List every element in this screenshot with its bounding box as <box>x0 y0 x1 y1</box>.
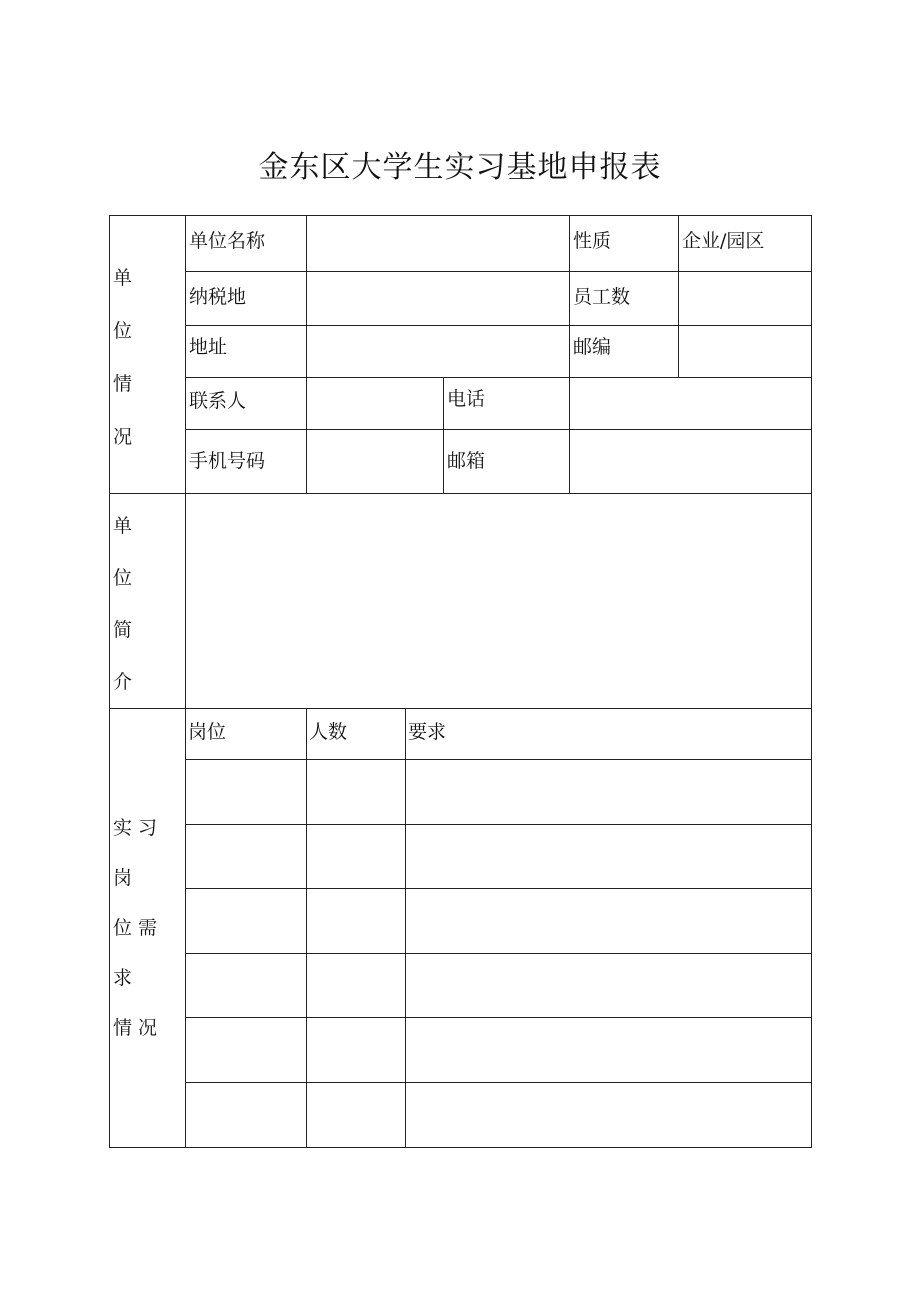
employees-label: 员工数 <box>570 272 679 326</box>
postcode-field[interactable] <box>679 326 812 378</box>
position-cell[interactable] <box>186 954 307 1018</box>
position-cell[interactable] <box>186 760 307 825</box>
position-row <box>110 825 812 889</box>
unit-intro-char-4: 介 <box>113 671 133 693</box>
position-row <box>110 954 812 1018</box>
unit-intro-field[interactable] <box>186 494 812 709</box>
contact-field[interactable] <box>307 378 444 430</box>
requirements-cell[interactable] <box>406 1018 812 1083</box>
headcount-cell[interactable] <box>307 760 406 825</box>
unit-name-field[interactable] <box>307 216 570 272</box>
requirements-cell[interactable] <box>406 825 812 889</box>
mobile-label: 手机号码 <box>186 430 307 494</box>
positions-label-line-2: 位需求 <box>113 917 164 989</box>
headcount-cell[interactable] <box>307 1083 406 1148</box>
position-row <box>110 760 812 825</box>
position-cell[interactable] <box>186 1018 307 1083</box>
postcode-label: 邮编 <box>570 326 679 378</box>
unit-info-char-1: 单 <box>113 267 133 289</box>
tax-place-field[interactable] <box>307 272 570 326</box>
headcount-cell[interactable] <box>307 889 406 954</box>
row-unit-name <box>110 216 812 272</box>
page-title: 金东区大学生实习基地申报表 <box>258 150 662 185</box>
unit-info-char-2: 位 <box>113 320 133 342</box>
headcount-cell[interactable] <box>307 954 406 1018</box>
requirements-cell[interactable] <box>406 1083 812 1148</box>
row-unit-intro <box>110 494 812 709</box>
requirements-cell[interactable] <box>406 889 812 954</box>
unit-intro-char-1: 单 <box>113 515 133 537</box>
position-cell[interactable] <box>186 825 307 889</box>
position-cell[interactable] <box>186 1083 307 1148</box>
position-row <box>110 889 812 954</box>
positions-section-label <box>110 709 186 1148</box>
requirements-cell[interactable] <box>406 954 812 1018</box>
requirements-cell[interactable] <box>406 760 812 825</box>
nature-label: 性质 <box>570 216 679 272</box>
row-address <box>110 326 812 378</box>
email-label: 邮箱 <box>444 430 570 494</box>
unit-name-label: 单位名称 <box>186 216 307 272</box>
position-cell[interactable] <box>186 889 307 954</box>
position-column-header: 岗位 <box>186 709 307 760</box>
requirements-column-header: 要求 <box>406 709 812 760</box>
address-field[interactable] <box>307 326 570 378</box>
phone-field[interactable] <box>570 378 812 430</box>
unit-info-char-3: 情 <box>113 373 133 395</box>
employees-field[interactable] <box>679 272 812 326</box>
headcount-cell[interactable] <box>307 825 406 889</box>
contact-label: 联系人 <box>186 378 307 430</box>
unit-intro-char-2: 位 <box>113 567 133 589</box>
positions-label-line-3: 情况 <box>113 1017 164 1039</box>
row-contact <box>110 378 812 430</box>
headcount-cell[interactable] <box>307 1018 406 1083</box>
application-form-table <box>109 215 812 1148</box>
unit-intro-section-label <box>110 494 186 709</box>
unit-info-section-label <box>110 216 186 494</box>
position-row <box>110 1083 812 1148</box>
positions-label-line-1: 实习岗 <box>113 817 164 889</box>
email-field[interactable] <box>570 430 812 494</box>
nature-value[interactable]: 企业/园区 <box>679 216 812 272</box>
unit-info-char-4: 况 <box>113 426 133 448</box>
unit-intro-char-3: 简 <box>113 619 133 641</box>
mobile-field[interactable] <box>307 430 444 494</box>
row-mobile <box>110 430 812 494</box>
phone-label: 电话 <box>444 378 570 430</box>
address-label: 地址 <box>186 326 307 378</box>
positions-header-row <box>110 709 812 760</box>
headcount-column-header: 人数 <box>307 709 406 760</box>
tax-place-label: 纳税地 <box>186 272 307 326</box>
position-row <box>110 1018 812 1083</box>
row-tax-place <box>110 272 812 326</box>
